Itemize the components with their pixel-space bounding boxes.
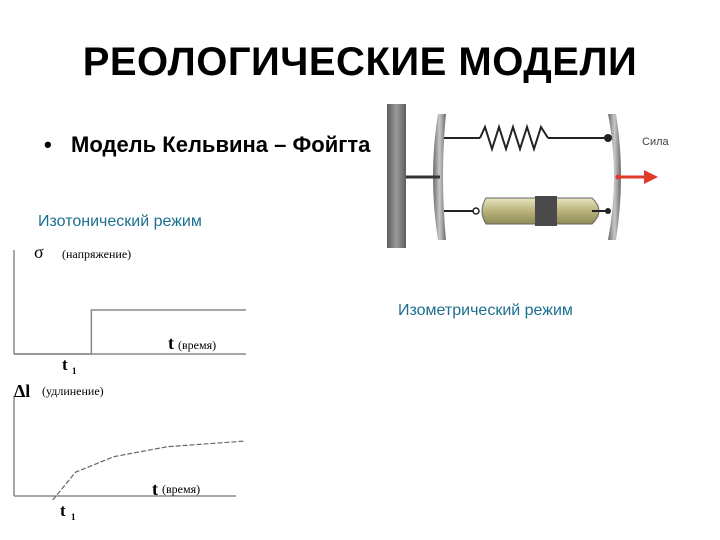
y-label: (удлинение) [42, 384, 104, 398]
x-label: (время) [162, 482, 201, 496]
event-label: t [60, 501, 66, 520]
slide-title: РЕОЛОГИЧЕСКИЕ МОДЕЛИ [82, 40, 638, 84]
series-line [53, 441, 245, 500]
event-label: t [62, 355, 68, 374]
x-symbol: t [152, 479, 158, 499]
event-subscript: 1 [71, 512, 76, 522]
stress-plot [0, 236, 260, 386]
isotonic-label: Изотонический режим [38, 213, 202, 230]
elongation-plot [0, 378, 260, 528]
force-arrow-icon [616, 170, 659, 184]
force-label: Сила [642, 136, 669, 148]
x-label: (время) [178, 338, 217, 352]
fixed-wall [387, 104, 406, 248]
spring [444, 127, 611, 149]
y-label: (напряжение) [62, 247, 132, 261]
y-symbol: σ [34, 242, 44, 262]
bullet-marker: • [44, 132, 52, 157]
bullet-text: Модель Кельвина – Фойгта [71, 132, 371, 157]
kelvin-voigt-diagram [380, 100, 700, 252]
event-subscript: 1 [72, 366, 77, 376]
y-symbol: Δl [14, 381, 31, 401]
isometric-label: Изометрический режим [398, 302, 573, 319]
x-symbol: t [168, 333, 174, 353]
dashpot [444, 196, 611, 226]
